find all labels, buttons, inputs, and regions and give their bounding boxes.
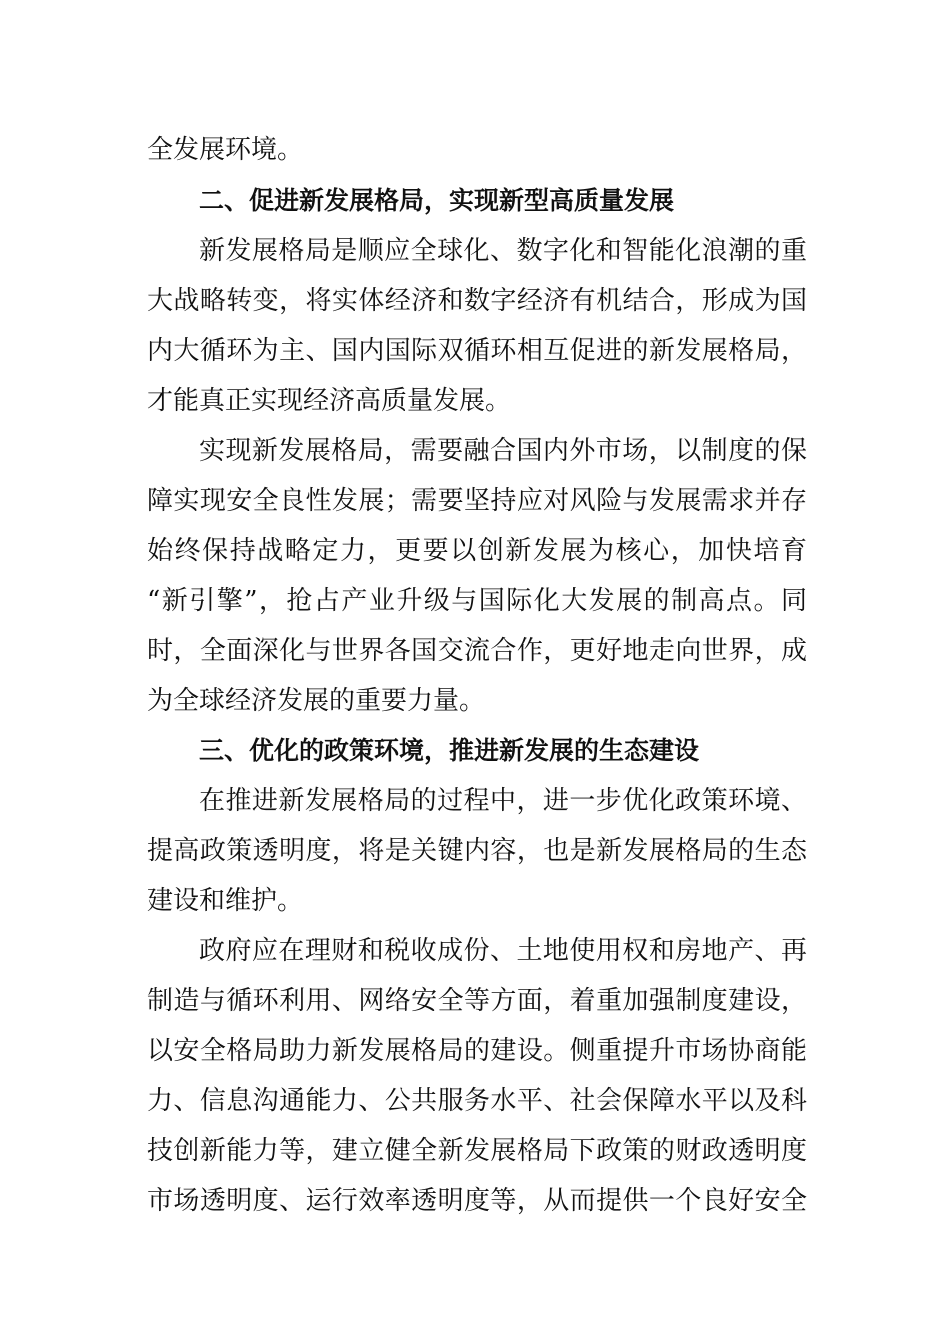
text-line: 障实现安全良性发展；需要坚持应对风险与发展需求并存 [147,486,807,516]
text-line: 始终保持战略定力，更要以创新发展为核心，加快培育 [147,536,807,566]
text-line: 全发展环境。 [147,135,304,165]
text-line: 力、信息沟通能力、公共服务水平、社会保障水平以及科 [147,1086,807,1116]
text-line: 时，全面深化与世界各国交流合作，更好地走向世界，成 [147,636,807,666]
text-line: 大战略转变，将实体经济和数字经济有机结合，形成为国 [147,286,807,316]
text-line: 政府应在理财和税收成份、土地使用权和房地产、再 [199,936,807,966]
text-line: 提高政策透明度，将是关键内容，也是新发展格局的生态 [147,836,807,866]
text-line: 建设和维护。 [147,886,304,916]
text-line: 制造与循环利用、网络安全等方面，着重加强制度建设， [147,986,807,1016]
text-line: 为全球经济发展的重要力量。 [147,686,486,716]
text-line: 以安全格局助力新发展格局的建设。侧重提升市场协商能 [147,1036,807,1066]
section-heading-2: 二、促进新发展格局，实现新型高质量发展 [199,186,675,215]
text-line: 市场透明度、运行效率透明度等，从而提供一个良好安全 [147,1186,807,1216]
text-line: 技创新能力等，建立健全新发展格局下政策的财政透明度 [147,1136,807,1166]
text-line: 才能真正实现经济高质量发展。 [147,386,512,416]
text-line: 在推进新发展格局的过程中，进一步优化政策环境、 [199,786,807,816]
text-line: 内大循环为主、国内国际双循环相互促进的新发展格局， [147,336,807,366]
text-line: 新发展格局是顺应全球化、数字化和智能化浪潮的重 [199,236,807,266]
text-line: 实现新发展格局，需要融合国内外市场，以制度的保 [199,436,807,466]
section-heading-3: 三、优化的政策环境，推进新发展的生态建设 [199,736,700,765]
text-line: “新引擎”，抢占产业升级与国际化大发展的制高点。同 [147,586,807,616]
